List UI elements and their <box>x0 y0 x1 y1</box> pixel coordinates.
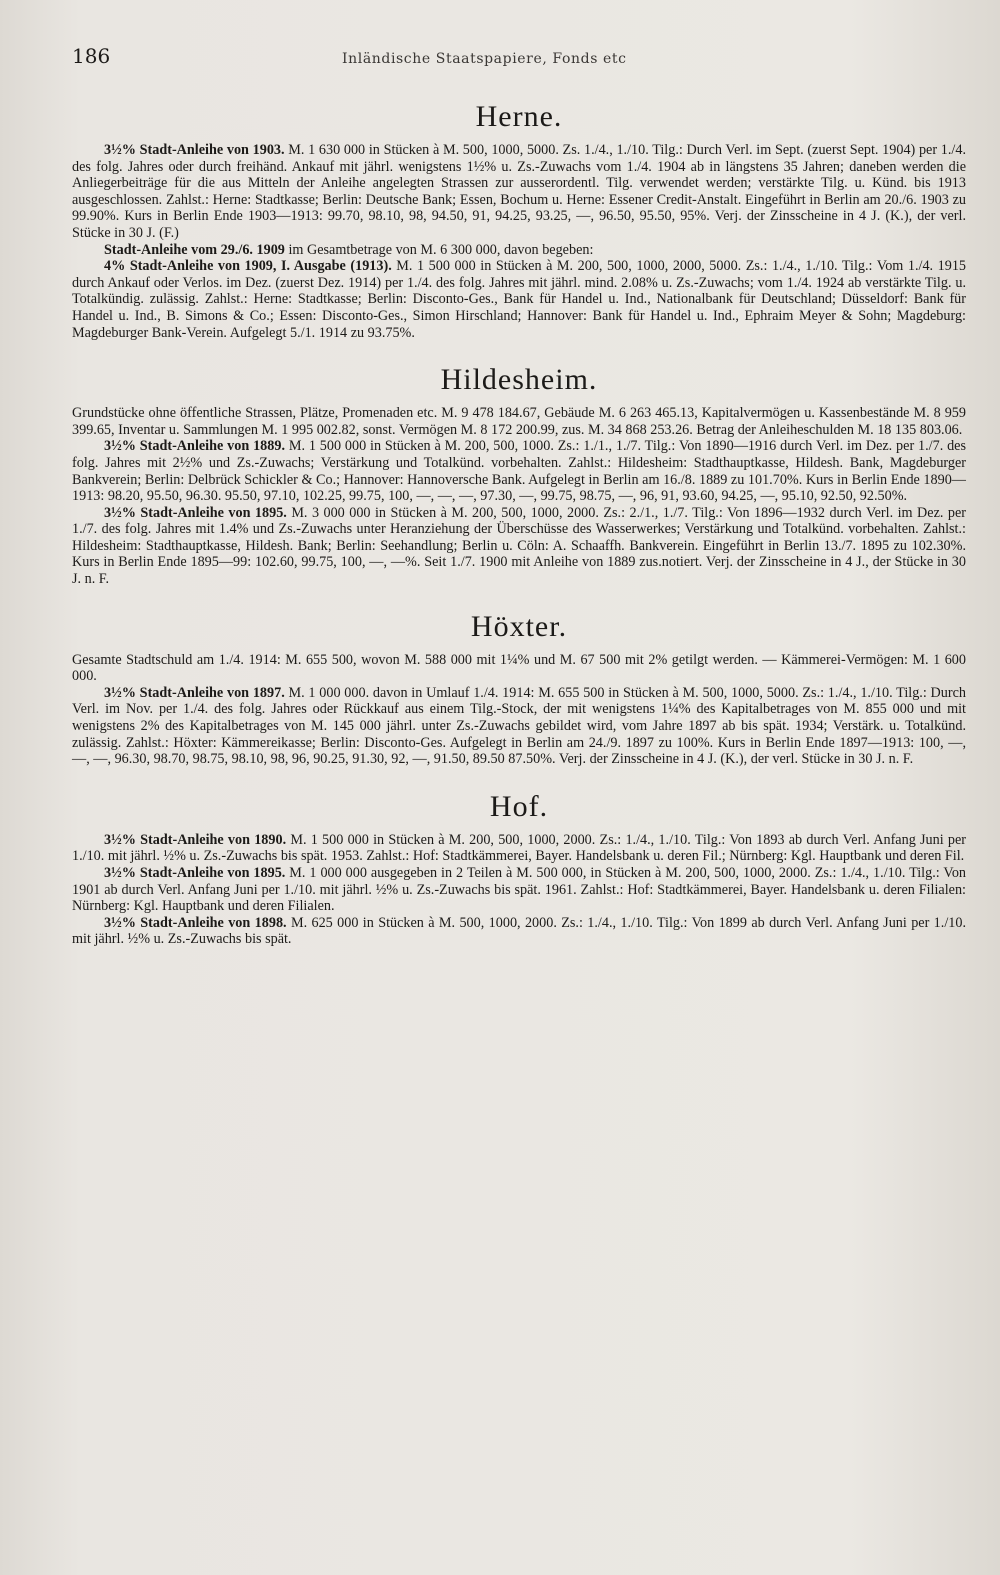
loan-heading: 3½% Stadt-Anleihe von 1898. <box>104 914 287 931</box>
section-herne <box>72 100 966 341</box>
hof-loan-1898 <box>72 915 966 948</box>
loan-text: M. 1 630 000 in Stücken à M. 500, 1000, 5000. Zs. 1./4., 1./10. Tilg.: Durch Verl. im Sept. (zuerst Sept. 1904) per 1./4. des folg. Jahres oder durch freihänd. Ankauf mit jährl. wenigstens 1½% u. Zs.-Zuwachs vom 1./4. 1904 ab in längstens 35 Jahren; daneben werden die Anliegerbeiträge für die aus Mitteln der Anleihe angelegten Strassen zur ausserordentl. Tilg. verwendet werden; verstärkte Tilg. u. Künd. bis 1913 ausgeschlossen. Zahlst.: Herne: Stadtkasse; Berlin: Deutsche Bank; Essen, Bochum u. Herne: Essener Credit-Anstalt. Eingeführt in Berlin am 20./6. 1903 zu 99.90%. Kurs in Berlin Ende 1903—1913: 99.70, 98.10, 98, 94.50, 91, 94.25, 93.25, —, 96.50, 95.50, 95%. Verj. der Zinsscheine in 4 J. (K.), der verl. Stücke in 30 J. (F.) <box>72 142 966 241</box>
section-title-herne: Herne. <box>475 100 563 133</box>
page-header <box>72 44 966 86</box>
loan-text: M. 1 500 000 in Stücken à M. 200, 500, 1000, 2000. Zs.: 1./4., 1./10. Tilg.: Von 1893 ab durch Verl. Anfang Juni per 1./10. mit jährl. ½% u. Zs.-Zuwachs bis spät. 1953. Zahlst.: Hof: Stadtkämmerei, Bayer. Handelsbank u. deren Fil.; Nürnberg: Kgl. Hauptbank und deren Fil. <box>72 831 966 865</box>
hildesheim-loan-1895 <box>72 505 966 588</box>
section-title-hoexter: Höxter. <box>470 609 568 643</box>
hof-loan-1890 <box>72 832 966 865</box>
assets-text: Grundstücke ohne öffentliche Strassen, Plätze, Promenaden etc. M. 9 478 184.67, Gebäude M. 6 263 465.13, Kapitalvermögen u. Kassenbestände M. 8 959 399.65, Inventar u. Sammlungen M. 1 995 002.82, sonst. Vermögen M. 8 172 200.99, zus. M. 34 868 253.26. Betrag der Anleiheschulden M. 18 135 803.06. <box>72 405 966 438</box>
section-hoexter <box>72 610 966 768</box>
herne-loan-1909-issue-1 <box>72 258 966 341</box>
section-hildesheim <box>72 363 966 588</box>
page-number: 186 <box>72 44 111 68</box>
loan-text: M. 1 500 000 in Stücken à M. 200, 500, 1000. Zs.: 1./1., 1./7. Tilg.: Von 1890—1916 durch Verl. im Dez. per 1./7. des folg. Jahres mit 2½% und Zs.-Zuwachs; Verstärkung und Totalkünd. vorbehalten. Zahlst.: Hildesheim: Stadthauptkasse, Hildesh. Bank, Magdeburger Bankverein; Berlin: Delbrück Schickler & Co.; Hannover: Hannoversche Bank. Aufgelegt in Berlin am 16./8. 1889 zu 101.70%. Kurs in Berlin Ende 1890—1913: 98.20, 95.50, 96.30. 95.50, 97.10, 102.25, 99.75, 100, —, —, —, 97.30, —, 99.75, 98.75, —, 96, 91, 93.60, 94.25, —, 95.10, 92.50, 92.50%. <box>72 438 966 505</box>
loan-text: M. 625 000 in Stücken à M. 500, 1000, 2000. Zs.: 1./4., 1./10. Tilg.: Von 1899 ab durch Verl. Anfang Juni per 1./10. mit jährl. ½% u. Zs.-Zuwachs bis spät. <box>72 914 966 948</box>
loan-heading: 3½% Stadt-Anleihe von 1889. <box>104 438 286 455</box>
loan-heading: 3½% Stadt-Anleihe von 1903. <box>104 142 285 158</box>
loan-text: im Gesamtbetrage von M. 6 300 000, davon begeben: <box>284 241 594 258</box>
loan-heading: 3½% Stadt-Anleihe von 1895. <box>104 865 286 881</box>
loan-text: M. 1 000 000 ausgegeben in 2 Teilen à M. 500 000, in Stücken à M. 200, 500, 1000, 2000. Zs.: 1./4., 1./10. Tilg.: Von 1901 ab durch Verl. Anfang Juni per 1./10. mit jährl. ½% u. Zs.-Zuwachs bis spät. 1961. Zahlst.: Hof: Stadtkämmerei, Bayer. Handelsbank u. deren Filialen: Nürnberg: Kgl. Hauptbank und deren Filialen. <box>72 865 967 915</box>
hoexter-debt-summary <box>72 652 966 685</box>
hildesheim-assets <box>72 405 966 438</box>
section-title-hildesheim: Hildesheim. <box>440 363 598 397</box>
loan-heading: 4% Stadt-Anleihe von 1909, I. Ausgabe (1913). <box>104 258 392 275</box>
hof-loan-1895 <box>72 865 966 915</box>
section-hof <box>72 790 966 948</box>
loan-heading: Stadt-Anleihe vom 29./6. 1909 <box>104 241 285 258</box>
debt-text: Gesamte Stadtschuld am 1./4. 1914: M. 655 500, wovon M. 588 000 mit 1¼% und M. 67 500 mit 2% getilgt werden. — Kämmerei-Vermögen: M. 1 600 000. <box>72 651 966 685</box>
loan-heading: 3½% Stadt-Anleihe von 1890. <box>104 831 287 848</box>
hildesheim-loan-1889 <box>72 438 966 504</box>
hoexter-loan-1897 <box>72 685 966 768</box>
running-title: Inländische Staatspapiere, Fonds etc <box>342 51 627 67</box>
herne-loan-1903 <box>72 142 966 242</box>
loan-text: M. 3 000 000 in Stücken à M. 200, 500, 1000, 2000. Zs.: 2./1., 1./7. Tilg.: Von 1896—1932 durch Verl. im Dez. per 1./7. des folg. Jahres mit 1.4% und Zs.-Zuwachs unter Heranziehung der Überschüsse des Wasserwerkes; Verstärkung und Totalkünd. vorbehalten. Zahlst.: Hildesheim: Stadthauptkasse, Hildesh. Bank; Berlin: Seehandlung; Berlin u. Cöln: A. Schaaffh. Bankverein. Eingeführt in Berlin 13./7. 1895 zu 102.30%. Kurs in Berlin Ende 1895—99: 102.60, 99.75, 100, —, —%. Seit 1./7. 1900 mit Anleihe von 1889 zus.notiert. Verj. der Zinsscheine in 4 J., der Stücke in 30 J. n. F. <box>72 504 966 588</box>
loan-heading: 3½% Stadt-Anleihe von 1895. <box>104 504 287 521</box>
loan-heading: 3½% Stadt-Anleihe von 1897. <box>104 684 285 701</box>
herne-loan-1909 <box>72 242 966 259</box>
loan-text: M. 1 000 000. davon in Umlauf 1./4. 1914: M. 655 500 in Stücken à M. 500, 1000, 5000. Zs.: 1./4., 1./10. Tilg.: Durch Verl. im Nov. per 1./4. des folg. Jahres oder Rückkauf aus einem Tilg.-Stock, der mit wenigstens 1¼% des Kapitalbetrages von M. 855 000 und mit wenigstens 2% des Kapitalbetrages von M. 145 000 jährl. unter Zs.-Zuwachs gebildet wird, vom Jahre 1897 ab bis spät. 1934; Verstärk. u. Totalkünd. zulässig. Zahlst.: Höxter: Kämmereikasse; Berlin: Disconto-Ges. Aufgelegt in Berlin am 24./9. 1897 zu 100%. Kurs in Berlin Ende 1897—1913: 100, —, —, —, 96.30, 98.70, 98.75, 98.10, 98, 96, 90.25, 91.30, 92, —, 91.50, 89.50 87.50%. Verj. der Zinsscheine in 4 J. (K.), der verl. Stücke in 30 J. n. F. <box>72 684 966 768</box>
loan-text: M. 1 500 000 in Stücken à M. 200, 500, 1000, 2000, 5000. Zs.: 1./4., 1./10. Tilg.: Vom 1./4. 1915 durch Ankauf oder Verlos. im Dez. (zuerst Dez. 1914) per 1./4. des folg. Jahres mit jährl. mind. 2.08% u. Zs.-Zuwachs; vom 1./4. 1924 ab verstärkte Tilg. u. Totalkündig. zulässig. Zahlst.: Herne: Stadtkasse; Berlin: Disconto-Ges., Bank für Handel u. Ind., Nationalbank für Deutschland; Düsseldorf: Bank für Handel u. Ind., B. Simons & Co.; Essen: Disconto-Ges., Simon Hirschland; Hannover: Bank für Handel u. Ind., Ephraim Meyer & Sohn; Magdeburg: Magdeburger Bank-Verein. Aufgelegt 5./1. 1914 zu 93.75%. <box>72 258 967 341</box>
section-title-hof: Hof. <box>489 789 549 823</box>
